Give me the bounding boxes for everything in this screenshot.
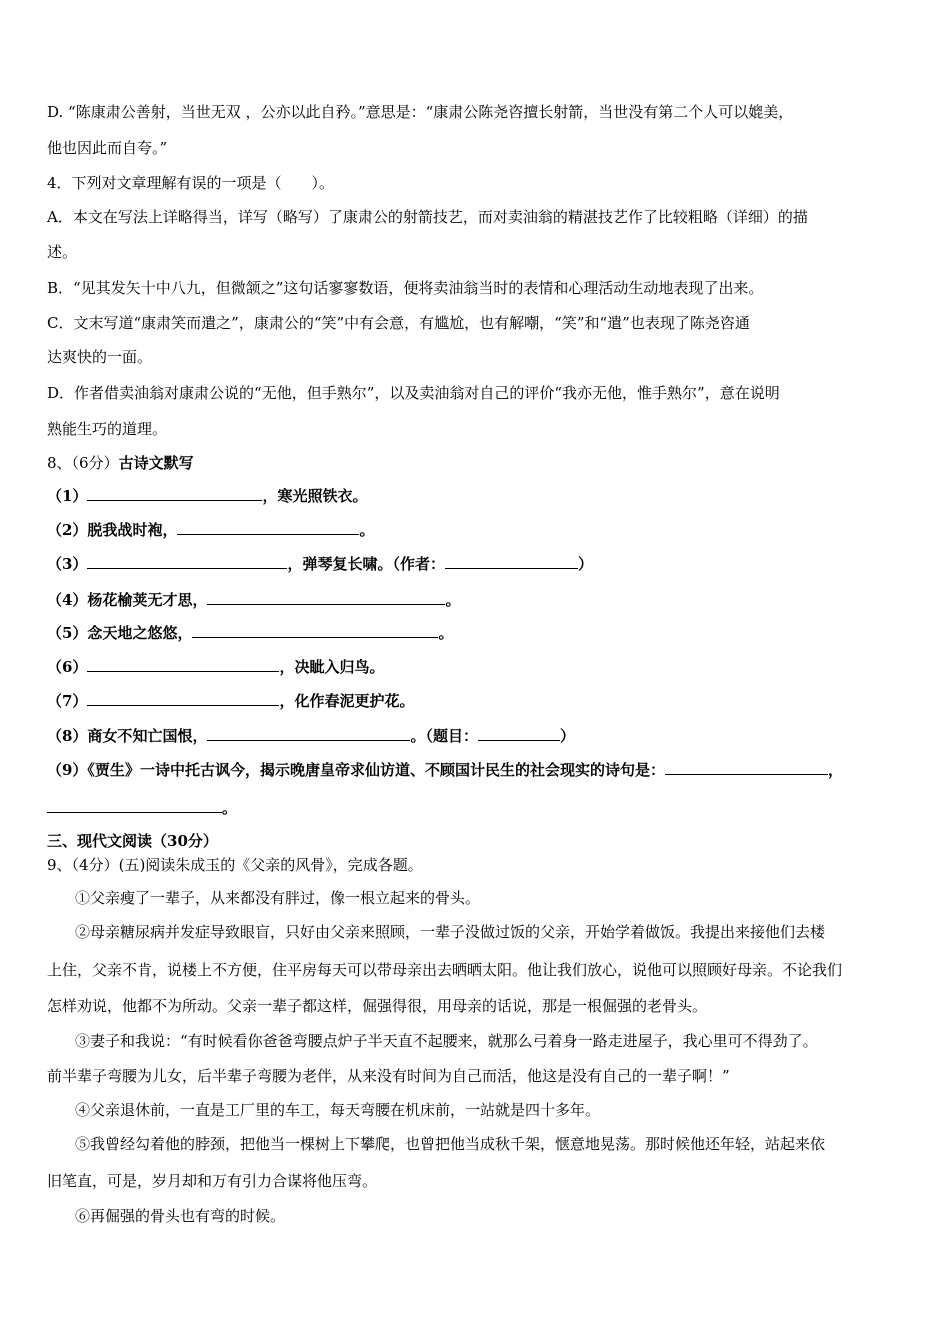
- q8-item-1: （1） ，寒光照铁衣。: [47, 487, 368, 505]
- paragraph-4: ④父亲退休前，一直是工厂里的车工，每天弯腰在机床前，一站就是四十多年。: [75, 1101, 601, 1119]
- section-heading: 三、现代文阅读（30分）: [47, 832, 218, 850]
- q8-item-3: （3） ，弹琴复长啸。（作者： ）: [47, 555, 593, 573]
- q9-number: 9、（4分）: [47, 856, 119, 874]
- q4-option-b: B．“见其发矢十中八九，但微颔之”这句话寥寥数语，便将卖油翁当时的表情和心理活动生动地表现了出来。: [47, 279, 764, 297]
- q4-option-d-line2: 熟能生巧的道理。: [47, 420, 168, 438]
- q4-option-c-line2: 达爽快的一面。: [47, 348, 153, 366]
- q8-item-2: （2）脱我战时袍， 。: [47, 521, 375, 539]
- author-blank[interactable]: [445, 554, 578, 569]
- q4-stem: 4．下列对文章理解有误的一项是（ ）。: [47, 174, 335, 192]
- q8-item-9-cont: 。: [47, 798, 915, 818]
- q8-number: 8、（6分）: [47, 454, 119, 472]
- paragraph-1: ①父亲瘦了一辈子，从来都没有胖过，像一根立起来的骨头。: [75, 889, 481, 907]
- paragraph-2-line3: 怎样劝说，他都不为所动。父亲一辈子都这样，倔强得很，用母亲的话说，那是一根倔强的老骨头。: [47, 997, 708, 1015]
- answer-blank[interactable]: [665, 760, 828, 775]
- q3-option-d-line1: D. “陈康肃公善射，当世无双 ，公亦以此自矜。”意思是：“康肃公陈尧咨擅长射箭，当世没有第二个人可以媲美，: [47, 103, 794, 121]
- paragraph-3-line1: ③妻子和我说：“有时候看你爸爸弯腰点炉子半天直不起腰来，就那么弓着身一路走进屋子，我心里可不得劲了。: [75, 1032, 818, 1050]
- paragraph-2-line2: 上住，父亲不肯，说楼上不方便，住平房每天可以带母亲出去晒晒太阳。他让我们放心，说他可以照顾好母亲。不论我们: [47, 961, 843, 979]
- answer-blank[interactable]: [207, 590, 445, 605]
- q4-option-c-line1: C．文末写道“康肃笑而遣之”，康肃公的“笑”中有会意，有尴尬，也有解嘲，“笑”和“遣”也表现了陈尧咨通: [47, 314, 750, 332]
- paragraph-5-line2: 旧笔直，可是，岁月却和万有引力合谋将他压弯。: [47, 1172, 378, 1190]
- q8-item-9: （9）《贾生》一诗中托古讽今，揭示晚唐皇帝求仙访道、不顾国计民生的社会现实的诗句是： ，: [47, 761, 843, 779]
- answer-blank[interactable]: [47, 798, 222, 813]
- q8-heading: [47, 453, 915, 473]
- paragraph-5-line1: ⑤我曾经勾着他的脖颈，把他当一棵树上下攀爬，也曾把他当成秋千架，惬意地晃荡。那时候他还年轻，站起来依: [75, 1135, 826, 1153]
- q3-option-d-line2: 他也因此而自夸。”: [47, 139, 168, 157]
- q4-option-d-line1: D．作者借卖油翁对康肃公说的“无他，但手熟尔”，以及卖油翁对自己的评价“我亦无他，惟手熟尔”，意在说明: [47, 384, 780, 402]
- title-blank[interactable]: [478, 726, 560, 741]
- answer-blank[interactable]: [87, 657, 279, 672]
- q8-item-5: （5）念天地之悠悠， 。: [47, 624, 454, 642]
- q8-item-8: （8）商女不知亡国恨， 。（题目： ）: [47, 727, 575, 745]
- q8-item-7: （7） ，化作春泥更护花。: [47, 692, 415, 710]
- paragraph-6: ⑥再倔强的骨头也有弯的时候。: [75, 1207, 286, 1225]
- answer-blank[interactable]: [192, 623, 438, 638]
- q8-item-4: （4）杨花榆荚无才思， 。: [47, 591, 461, 609]
- q4-option-a-line1: A．本文在写法上详略得当，详写（略写）了康肃公的射箭技艺，而对卖油翁的精湛技艺作了比较粗略（详细）的描: [47, 208, 808, 226]
- q8-item-6: （6） ，决眦入归鸟。: [47, 658, 385, 676]
- answer-blank[interactable]: [87, 554, 287, 569]
- answer-blank[interactable]: [177, 520, 359, 535]
- q9-intro: (五)阅读朱成玉的《父亲的风骨》，完成各题。: [118, 856, 423, 874]
- answer-blank[interactable]: [87, 486, 262, 501]
- paragraph-3-line2: 前半辈子弯腰为儿女，后半辈子弯腰为老伴，从来没有时间为自己而活，他这是没有自己的一辈子啊！”: [47, 1067, 730, 1085]
- paragraph-2-line1: ②母亲糖尿病并发症导致眼盲，只好由父亲来照顾，一辈子没做过饭的父亲，开始学着做饭。我提出来接他们去楼: [75, 923, 826, 941]
- answer-blank[interactable]: [207, 726, 410, 741]
- q9-heading: [47, 855, 915, 875]
- answer-blank[interactable]: [87, 691, 279, 706]
- q4-option-a-line2: 述。: [47, 243, 78, 261]
- q8-title: 古诗文默写: [118, 454, 194, 472]
